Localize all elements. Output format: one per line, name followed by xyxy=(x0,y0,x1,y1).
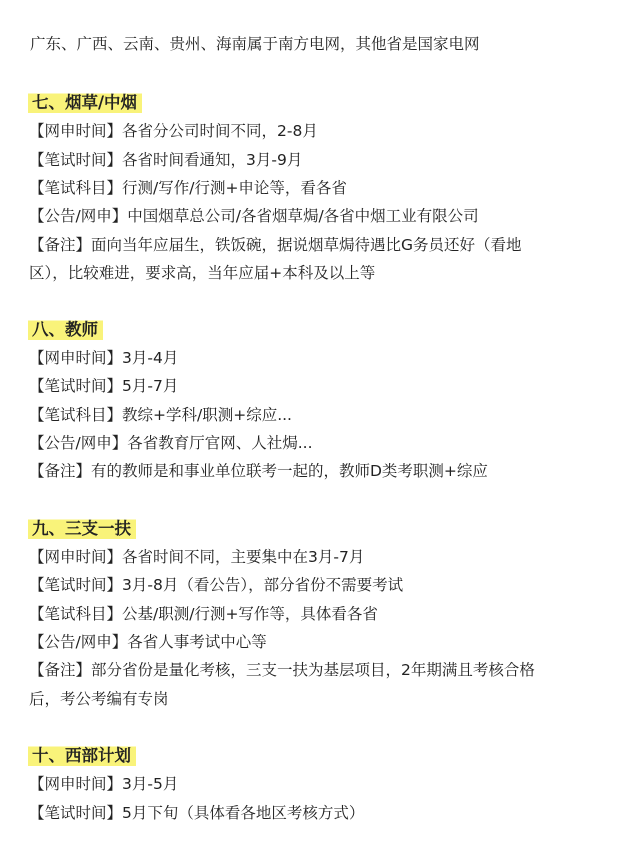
section-line: 【笔试时间】各省时间看通知，3月-9月 xyxy=(29,151,303,169)
section-line: 【笔试时间】3月-8月（看公告），部分省份不需要考试 xyxy=(29,576,404,594)
section-line: 【网申时间】3月-5月 xyxy=(29,775,179,793)
section-line: 【公告/网申】各省教育厅官网、人社焗... xyxy=(29,434,313,452)
section-title-western-plan: 十、西部计划 xyxy=(28,744,136,768)
section-line: 【网申时间】3月-4月 xyxy=(29,349,179,367)
section-line: 【公告/网申】中国烟草总公司/各省烟草焗/各省中烟工业有限公司 xyxy=(29,207,479,225)
section-title-teacher: 八、教师 xyxy=(28,318,103,342)
section-line: 区），比较难进，要求高，当年应届+本科及以上等 xyxy=(29,264,376,282)
section-title-three-supports: 九、三支一扶 xyxy=(28,517,136,541)
section-line: 【网申时间】各省分公司时间不同，2-8月 xyxy=(29,122,318,140)
section-line: 【备注】有的教师是和事业单位联考一起的，教师D类考职测+综应 xyxy=(29,462,488,480)
section-line: 【笔试时间】5月下旬（具体看各地区考核方式） xyxy=(29,804,365,822)
section-line: 【网申时间】各省时间不同，主要集中在3月-7月 xyxy=(29,548,365,566)
section-line: 【公告/网申】各省人事考试中心等 xyxy=(29,633,267,651)
section-line: 【笔试科目】公基/职测/行测+写作等，具体看各省 xyxy=(29,605,378,623)
section-line: 【笔试科目】行测/写作/行测+申论等，看各省 xyxy=(29,179,347,197)
intro-text: 广东、广西、云南、贵州、海南属于南方电网，其他省是国家电网 xyxy=(30,35,480,53)
section-line: 【笔试时间】5月-7月 xyxy=(29,377,179,395)
section-line: 【笔试科目】教综+学科/职测+综应... xyxy=(29,406,292,424)
section-line: 【备注】面向当年应届生，铁饭碗，据说烟草焗待遇比G务员还好（看地 xyxy=(29,236,522,254)
section-title-tobacco: 七、烟草/中烟 xyxy=(28,91,142,115)
section-line: 【备注】部分省份是量化考核，三支一扶为基层项目，2年期满且考核合格 xyxy=(29,661,535,679)
section-line: 后，考公考编有专岗 xyxy=(29,690,169,708)
